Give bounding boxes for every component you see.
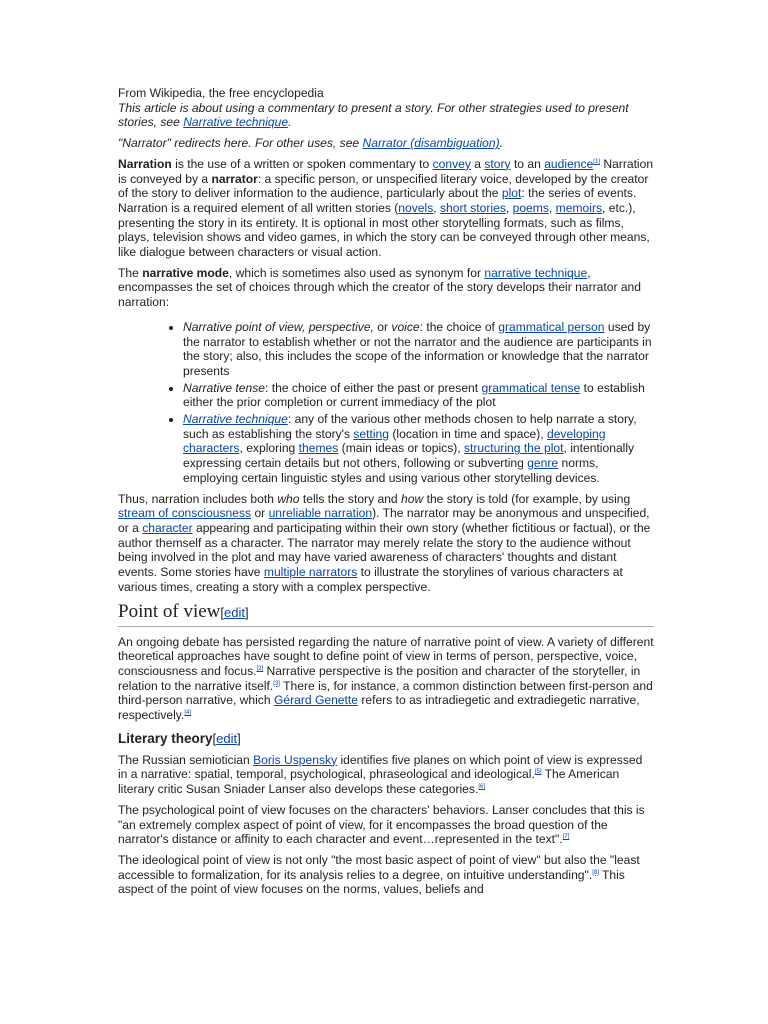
bracket: [ [212,730,217,746]
link-narrative-technique-3[interactable]: Narrative technique [183,412,288,427]
list-item-narrative-technique [183,412,654,486]
text: , which is sometimes also used as synonym for [228,265,485,280]
list-item-narrative-tense [183,381,654,410]
italic-text: Narrative tense [183,380,266,395]
edit-section [220,605,248,620]
text: : any of the various other methods chosen to help narrate a story, such as establishing the story's [183,412,637,441]
link-character[interactable]: character [142,520,193,535]
text: (main ideas or topics), [338,441,464,456]
text: The [118,265,143,280]
section-heading-point-of-view [118,601,654,627]
text: : the series of events. Narration is a required element of all written stories ( [118,186,637,215]
text: , intentionally expressing certain details but not others, following or subverting [183,441,635,471]
link-short-stories[interactable]: short stories [440,200,506,215]
edit-link[interactable]: edit [216,730,238,746]
text: or [251,506,269,521]
link-narrator-disambiguation[interactable]: Narrator (disambiguation) [362,136,500,151]
link-poems[interactable]: poems [512,200,549,215]
reference-5[interactable]: [5] [534,769,542,776]
text: identifies five planes on which point of view is expressed in a narrative: spatial, temporal, psychological, phraseological and ideological. [118,752,643,782]
text: ). The narrator may be anonymous and unspecified, or a [118,506,650,535]
text: , [548,200,556,215]
hatnote-text: "Narrator" redirects here. For other uses, see [118,136,363,151]
hatnote-about [118,101,654,130]
narrative-mode-paragraph [118,266,654,310]
reference-8[interactable]: [8] [592,869,599,876]
link-convey[interactable]: convey [432,156,471,171]
link-grammatical-person[interactable]: grammatical person [498,319,605,334]
text: Narration is conveyed by a [118,156,654,186]
text: The Russian semiotician [118,752,254,767]
bold-narrative-mode: narrative mode [142,265,229,280]
bold-narrator: narrator [211,171,258,186]
text: or [373,319,392,334]
text: There is, for instance, a common distinction between first-person and third-person narrative, which [118,678,653,708]
text: : the choice of either the past or present [265,380,482,395]
thus-paragraph [118,492,654,595]
reference-2[interactable]: [2] [256,665,264,672]
text: : a specific person, or unspecified literary voice, developed by the creator of the story to deliver information to the audience, particularly about the [118,171,649,201]
text: tells the story and [299,491,402,506]
italic-text: how [401,491,424,506]
literary-theory-paragraph-1 [118,753,654,797]
hatnote-end: . [288,115,292,130]
link-genre[interactable]: genre [527,456,559,471]
text: The psychological point of view focuses on the characters' behaviors. Lanser concludes that this is "an extremely complex aspect of point of view, for it encompasses the broad question of the narrator's distance or affinity to each character and event…represented in the text". [118,802,645,847]
link-novels[interactable]: novels [398,200,434,215]
link-plot[interactable]: plot [501,186,522,201]
text: norms, employing certain linguistic styles and using various other storytelling devices. [183,456,600,485]
text: : the choice of [419,319,499,334]
link-audience[interactable]: audience [544,156,594,171]
text: to illustrate the storylines of various characters at various times, creating a story with a complex perspective. [118,565,623,594]
list-item-point-of-view [183,320,654,379]
text: , [505,200,513,215]
text: appearing and participating within their own story (whether fictitious or factual), or the author themself as a character. The narrator may merely relate the story to the audience without being involved in the plot and may have varied awareness of characters' thoughts and distant events. Some stories have [118,520,651,580]
bracket: ] [244,604,249,620]
link-structuring-the-plot[interactable]: structuring the plot [464,441,564,456]
link-developing-characters[interactable]: developing characters [183,426,606,456]
text: , [433,200,440,215]
point-of-view-paragraph [118,635,654,723]
link-narrative-technique-2[interactable]: narrative technique [484,265,588,280]
link-grammatical-tense[interactable]: grammatical tense [481,380,581,395]
text: to an [510,156,545,171]
bracket: [ [220,604,225,620]
section-heading-literary-theory [118,731,654,747]
text: Narrative perspective is the position and character of the storyteller, in relation to the narrative itself. [118,663,641,693]
text: The ideological point of view is not only "the most basic aspect of point of view" but also the "least accessible to formalization, for its analysis relies to a degree, on intuitive understanding". [118,852,640,882]
link-memoirs[interactable]: memoirs [555,200,603,215]
link-boris-uspensky[interactable]: Boris Uspensky [253,752,338,767]
edit-link[interactable]: edit [224,604,245,620]
link-story[interactable]: story [484,156,511,171]
italic-text: who [277,491,300,506]
text: the story is told (for example, by using [423,491,631,506]
text: An ongoing debate has persisted regarding the nature of narrative point of view. A variety of different theoretical approaches have sought to define point of view in terms of person, perspective, voice, consciousness and focus. [118,634,654,678]
heading-text: Literary theory [118,730,213,746]
article-content [118,86,654,903]
text: , encompasses the set of choices through which the creator of the story develops their narrator and narration: [118,265,642,310]
literary-theory-paragraph-2 [118,803,654,847]
text: Thus, narration includes both [118,491,278,506]
intro-paragraph [118,157,654,260]
intro-term: Narration [118,156,172,171]
text: is the use of a written or spoken commentary to [171,156,433,171]
reference-4[interactable]: [4] [184,709,191,716]
literary-theory-paragraph-3 [118,853,654,897]
bracket: ] [237,730,241,746]
text: , exploring [239,441,299,456]
link-multiple-narrators[interactable]: multiple narrators [263,565,358,580]
italic-text: voice [391,319,420,334]
link-narrative-technique[interactable]: Narrative technique [183,115,289,130]
text: The American literary critic Susan Sniader Lanser also develops these categories. [118,767,620,797]
link-themes[interactable]: themes [298,441,339,456]
reference-6[interactable]: [6] [478,784,485,791]
text: to establish either the prior completion or current immediacy of the plot [183,380,645,410]
reference-3[interactable]: [3] [273,680,280,687]
reference-7[interactable]: [7] [562,834,570,841]
heading-text: Point of view [118,600,221,622]
hatnote-text: This article is about using a commentary to present a story. For other strategies used to present stories, see [118,100,629,130]
link-stream-of-consciousness[interactable]: stream of consciousness [118,506,252,521]
text: a [470,156,485,171]
narrative-mode-list [118,320,654,486]
hatnote-end: . [499,136,504,151]
text: , etc.), presenting the story in its entirety. It is optional in most other storytelling formats, such as films, plays, television shows and video games, in which the story can be conveyed through other means, like dialogue between characters or visual action. [118,200,650,260]
link-unreliable-narration[interactable]: unreliable narration [268,506,373,521]
reference-1[interactable]: [1] [593,158,600,165]
site-subtitle: From Wikipedia, the free encyclopedia [118,86,324,100]
italic-text: Narrative point of view, perspective, [183,319,374,334]
edit-section [213,731,241,746]
text: used by the narrator to establish whether or not the narrator and the audience are participants in the story; also, this includes the scope of the information or knowledge that the narrator presents [183,319,652,378]
hatnote-redirect [118,136,654,151]
text: (location in time and space), [389,426,547,441]
link-setting[interactable]: setting [353,426,390,441]
link-gerard-genette[interactable]: Gérard Genette [273,693,358,708]
text: This aspect of the point of view focuses on the norms, values, beliefs and [118,867,625,897]
text: refers to as intradiegetic and extradiegetic narrative, respectively. [118,693,640,723]
